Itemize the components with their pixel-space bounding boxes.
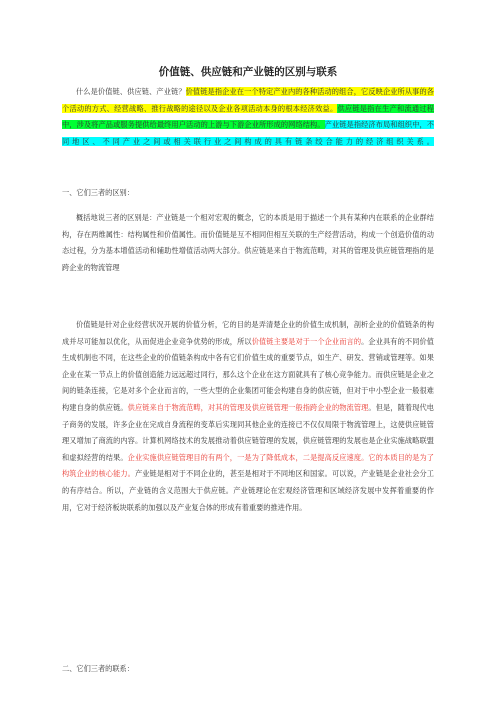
industry-chain-definition: 产业链是指经济布局和组织中，不同地区、不同产业之间或相关联行业之间构成的具有链条绞合能力的经济组织关系。: [62, 120, 434, 146]
supply-chain-goal-emphasis: 企业实施供应链管理目的有两个，一是为了降低成本，二是提高反应速度。它的本质目的是为了构筑企业的核心能力。: [62, 452, 434, 479]
p2-text-c: 。但是，随着现代电子商务的发展，许多企业在完成自身流程的变革后实现同其他企业的连接已不仅仅局限于物流管理上，这使供应链管理又增加了商流的内容。计算机网络技术的发展推动着供应链管理的发展，供应链管理的发展也是企业实施战略联盟和虚拟经营的结果。: [62, 402, 434, 462]
supply-chain-emphasis: 供应链来自于物流范畴，对其的管理及供应链管理一般指跨企业的物流管理: [127, 402, 369, 412]
p2-text-d: 产业链是相对于不同企业的，甚至是相对于不同地区和国家。可以说，产业链是企业社会分工的有序结合。所以，产业链的含义范围大于供应链。产业链理论在宏观经济管理和区域经济发展中发挥着重要的作用，它对于经济板块联系的加强以及产业复合体的形成有着重要的推进作用。: [62, 469, 434, 512]
p2-text-a: 价值链是针对企业经营状况开展的价值分析，它的目的是弄清楚企业的价值生成机制，剖析企业的价值链条的构成并尽可能加以优化，从而促进企业竞争优势的形成，所以: [62, 320, 434, 346]
value-chain-emphasis: 价值链主要是对于一个企业而言的: [251, 336, 362, 346]
differences-paragraph-2: [62, 317, 434, 516]
section-heading-connections: 二、它们三者的联系：: [62, 664, 134, 673]
intro-question: 什么是价值链、供应链、产业链？: [76, 87, 186, 96]
p2-text-b: 。企业具有的不同价值生成机制也不同，在这些企业的价值链条构成中各有它们价值生成的重要节点，如生产、研发、营销或管理等。如果企业在某一节点上的价值创造能力远远超过同行，那么这个企业在这方面就具有了核心竞争能力。而供应链是企业之间的链条连接，它是对多个企业而言的，一些大型的企业集团可能会构建自身的供应链，但对于中小型企业一般很难构建自身的供应链。: [62, 336, 434, 412]
differences-paragraph-1: 概括地说三者的区别是：产业链是一个相对宏观的概念，它的本质是用于描述一个具有某种内在联系的企业群结构，存在两维属性：结构属性和价值属性。而价值链是互不相同但相互关联的生产经营活动，构成一个创造价值的动态过程，分为基本增值活动和辅助性增值活动两大部分。供应链是来自于物流范畴，对其的管理及供应链管理指的是跨企业的物流管理: [62, 213, 434, 272]
document-title: 价值链、供应链和产业链的区别与联系: [158, 66, 338, 78]
value-chain-definition: 价值链是指企业在一个特定产业内的各种活动的组合，它反映企业所从事的各个活动的方式、经营战略、推行战略的途径以及企业各项活动本身的根本经济效益。: [62, 87, 434, 113]
intro-paragraph: [62, 84, 434, 184]
supply-chain-definition: 供应链是指在生产和流通过程中，涉及将产品或服务提供给最终用户活动的上游与下游企业所形成的网络结构。: [62, 103, 434, 130]
section-heading-differences: 一、它们三者的区别：: [62, 188, 134, 197]
